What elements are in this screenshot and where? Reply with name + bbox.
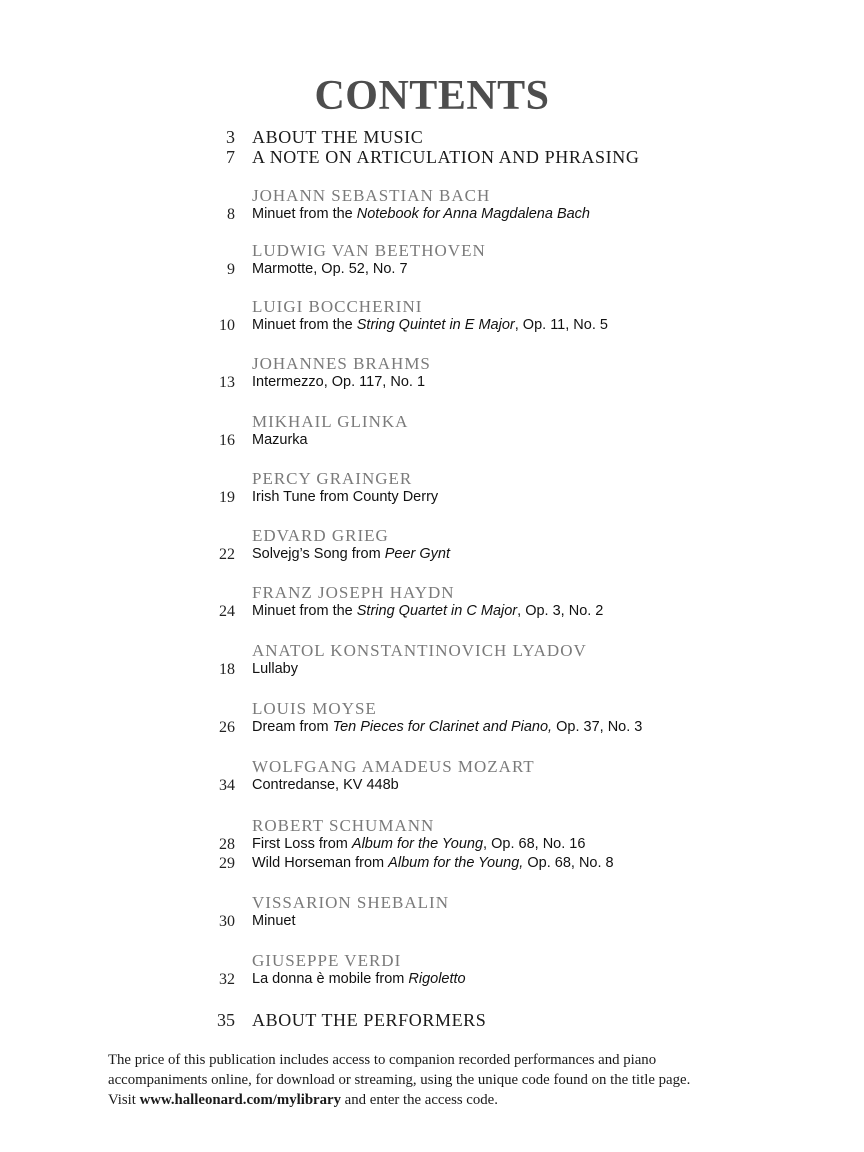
toc-entry[interactable] <box>0 661 864 685</box>
toc-entry[interactable] <box>0 374 864 398</box>
piece-title <box>252 432 308 448</box>
composer-name: LUDWIG VAN BEETHOVEN <box>252 241 486 260</box>
work-title: Ten Pieces for Clarinet and Piano, <box>332 719 553 735</box>
piece-title-text: Contredanse, KV 448b <box>252 777 399 793</box>
piece-title-text: Solvejg’s Song from <box>252 546 385 562</box>
page-number: 7 <box>226 147 235 167</box>
page-number: 22 <box>219 546 235 563</box>
toc-entry[interactable] <box>0 971 864 995</box>
work-title: Album for the Young, <box>388 855 524 871</box>
page-number: 19 <box>219 489 235 506</box>
page-number: 28 <box>219 836 235 853</box>
library-link[interactable]: www.halleonard.com/mylibrary <box>139 1092 341 1108</box>
composer-name: MIKHAIL GLINKA <box>252 412 409 431</box>
entry-title: ABOUT THE MUSIC <box>252 127 424 147</box>
piece-title-text: Op. 37, No. 3 <box>552 719 643 735</box>
note-line: The price of this publication includes access to companion recorded performances and piano <box>108 1052 657 1068</box>
composer-name: JOHANNES BRAHMS <box>252 354 431 373</box>
piece-title <box>252 603 603 619</box>
toc-entry[interactable] <box>0 777 864 801</box>
work-title: Rigoletto <box>408 971 466 987</box>
composer-name: WOLFGANG AMADEUS MOZART <box>252 757 535 776</box>
page-number: 18 <box>219 661 235 678</box>
piece-title-text: Op. 68, No. 8 <box>523 855 614 871</box>
page-number: 9 <box>227 261 235 278</box>
piece-title-text: First Loss from <box>252 836 352 852</box>
piece-title-text: Minuet from the <box>252 317 357 333</box>
composer-name: ROBERT SCHUMANN <box>252 816 435 835</box>
note-text: Visit <box>108 1092 140 1108</box>
composer-name: FRANZ JOSEPH HAYDN <box>252 583 455 602</box>
toc-entry[interactable] <box>0 855 864 879</box>
page-number: 34 <box>219 777 235 794</box>
note-text: and enter the access code. <box>340 1092 498 1108</box>
piece-title-text: Dream from <box>252 719 333 735</box>
piece-title <box>252 489 438 505</box>
piece-title <box>252 374 425 390</box>
piece-title <box>252 661 298 677</box>
piece-title <box>252 913 296 929</box>
page-number: 29 <box>219 855 235 872</box>
note-line: accompaniments online, for download or streaming, using the unique code found on the title page. <box>108 1072 691 1088</box>
toc-entry[interactable] <box>0 147 864 171</box>
composer-name: LOUIS MOYSE <box>252 699 377 718</box>
toc-entry[interactable] <box>0 206 864 230</box>
piece-title <box>252 836 585 852</box>
piece-title-text: Intermezzo, Op. 117, No. 1 <box>252 374 426 390</box>
piece-title-text: Minuet from the <box>252 603 357 619</box>
piece-title <box>252 855 614 871</box>
toc-entry[interactable] <box>0 913 864 937</box>
piece-title-text: Marmotte, Op. 52, No. 7 <box>252 261 408 277</box>
piece-title <box>252 261 408 277</box>
piece-title-text: Lullaby <box>252 661 298 677</box>
toc-entry[interactable] <box>0 317 864 341</box>
piece-title-text: Irish Tune from County Derry <box>252 489 439 505</box>
page-number: 16 <box>219 432 235 449</box>
composer-name: ANATOL KONSTANTINOVICH LYADOV <box>252 641 587 660</box>
toc-entry[interactable] <box>0 603 864 627</box>
composer-name: EDVARD GRIEG <box>252 526 389 545</box>
page-number: 10 <box>219 317 235 334</box>
toc-entry[interactable] <box>0 261 864 285</box>
toc-entry[interactable] <box>0 546 864 570</box>
piece-title <box>252 777 399 793</box>
composer-name: JOHANN SEBASTIAN BACH <box>252 186 491 205</box>
work-title: Notebook for Anna Magdalena Bach <box>356 206 590 222</box>
piece-title-text: , Op. 11, No. 5 <box>514 317 608 333</box>
piece-title <box>252 971 466 987</box>
page-number: 26 <box>219 719 235 736</box>
composer-name: LUIGI BOCCHERINI <box>252 297 423 316</box>
entry-title: A NOTE ON ARTICULATION AND PHRASING <box>252 147 640 167</box>
composer-name: VISSARION SHEBALIN <box>252 893 449 912</box>
piece-title <box>252 719 642 735</box>
piece-title-text: Wild Horseman from <box>252 855 389 871</box>
piece-title <box>252 317 608 333</box>
toc-entry[interactable] <box>0 489 864 513</box>
work-title: String Quintet in E Major <box>356 317 515 333</box>
work-title: Peer Gynt <box>384 546 450 562</box>
page-number: 24 <box>219 603 235 620</box>
piece-title-text: Mazurka <box>252 432 308 448</box>
entry-title: ABOUT THE PERFORMERS <box>252 1010 487 1030</box>
piece-title-text: , Op. 3, No. 2 <box>517 603 604 619</box>
piece-title <box>252 206 590 222</box>
piece-title-text: Minuet from the <box>252 206 357 222</box>
page-number: 13 <box>219 374 235 391</box>
work-title: String Quartet in C Major <box>356 603 518 619</box>
page-number: 30 <box>219 913 235 930</box>
piece-title-text: , Op. 68, No. 16 <box>483 836 586 852</box>
page-title: CONTENTS <box>314 73 550 119</box>
composer-name: PERCY GRAINGER <box>252 469 413 488</box>
note-line <box>108 1090 788 1110</box>
composer-name: GIUSEPPE VERDI <box>252 951 402 970</box>
work-title: Album for the Young <box>351 836 484 852</box>
page-number: 3 <box>226 127 235 147</box>
page-number: 8 <box>227 206 235 223</box>
piece-title-text: Minuet <box>252 913 296 929</box>
toc-entry[interactable] <box>0 719 864 743</box>
page-number: 32 <box>219 971 235 988</box>
piece-title-text: La donna è mobile from <box>252 971 409 987</box>
toc-entry[interactable] <box>0 432 864 456</box>
toc-entry[interactable] <box>0 1010 864 1034</box>
access-note <box>108 1050 788 1110</box>
page-number: 35 <box>217 1010 235 1030</box>
piece-title <box>252 546 450 562</box>
